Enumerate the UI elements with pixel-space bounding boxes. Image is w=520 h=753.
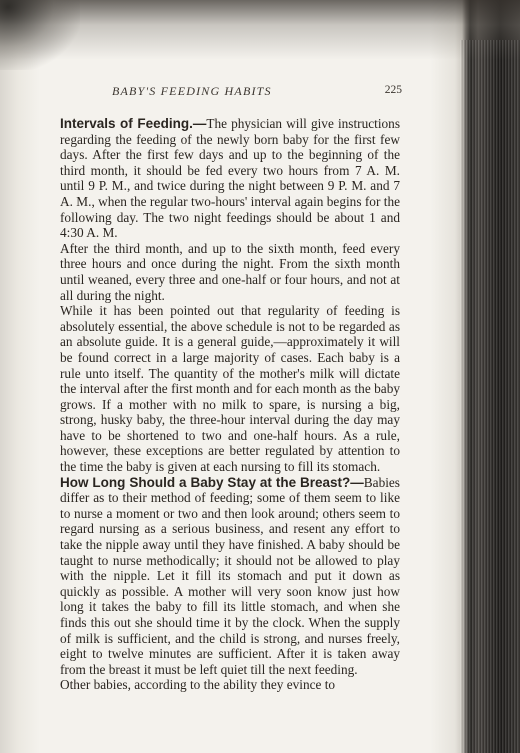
paragraph-how-long <box>60 475 400 678</box>
paragraph-text: Babies differ as to their method of feeding; some of them seem to like to nurse a moment or two and then look around; others seem to regard nursing as a serious business, and resent any effort to take the nipple away until they have finished. A baby should be taught to nurse methodically; it should not be allowed to play with the nipple. Let it fill its stomach and put it down as quickly as possible. A mother will very soon know just how long it takes the baby to fill its little stomach, and when she finds this out she should time it by the clock. When the supply of milk is sufficient, and the child is strong, and nurses freely, eight to twelve minutes are sufficient. After it is taken away from the breast it must be left quiet till the next feeding. <box>60 474 400 677</box>
running-title: BABY'S FEEDING HABITS <box>112 84 272 98</box>
book-page-edges <box>460 40 520 753</box>
paragraph-text: After the third month, and up to the sixth month, feed every three hours and once during the night. From the sixth month until weaned, every three and one-half or four hours, and not at all during the night. <box>60 240 400 303</box>
page-number: 225 <box>384 84 402 96</box>
paragraph-intervals <box>60 116 400 241</box>
running-head <box>60 80 400 100</box>
paragraph-other-babies <box>60 677 400 693</box>
paragraph-text: While it has been pointed out that regularity of feeding is absolutely essential, the above schedule is not to be regarded as an absolute guide. It is a general guide,—approximately it will be found correct in a large majority of cases. Each baby is a rule unto itself. The quantity of the mother's milk will dictate the interval after the first month and for each month as the baby grows. If a mother with no milk to spare, is nursing a big, strong, husky baby, the three-hour interval during the day may have to be shortened to two and one-half hours. As a rule, however, these exceptions are better regulated by attention to the time the baby is given at each nursing to fill its stomach. <box>60 303 400 475</box>
paragraph-regularity <box>60 303 400 475</box>
paragraph-text: The physician will give instructions regarding the feeding of the newly born baby for the first few days. After the first few days and up to the beginning of the third month, it should be fed every two hours from 7 A. M. until 9 P. M., and twice during the night between 9 P. M. and 7 A. M., when the regular two-hours' interval again begins for the following day. The two night feedings should be about 1 and 4:30 A. M. <box>60 116 400 241</box>
page-content <box>60 80 400 693</box>
paragraph-text: Other babies, according to the ability they evince to <box>60 677 336 693</box>
section-heading-how-long: How Long Should a Baby Stay at the Breast?— <box>60 474 364 490</box>
section-heading-intervals: Intervals of Feeding.— <box>60 116 207 131</box>
paragraph-after-third-month <box>60 241 400 303</box>
corner-shadow <box>0 0 80 70</box>
